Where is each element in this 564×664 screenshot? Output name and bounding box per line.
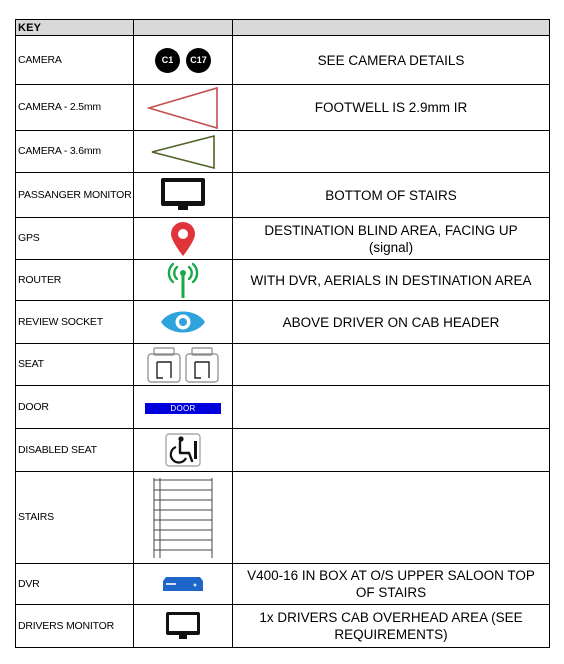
header-col2 [134,20,233,36]
row-label: STAIRS [16,472,134,564]
row-label: CAMERA - 2.5mm [16,85,134,131]
row-note: SEE CAMERA DETAILS [233,36,550,85]
row-label: ROUTER [16,260,134,301]
table-row [16,344,550,386]
green-triangle-icon [150,134,216,170]
eye-icon [160,309,206,335]
row-note: ABOVE DRIVER ON CAB HEADER [233,301,550,344]
table-row [16,605,550,648]
row-label: CAMERA [16,36,134,85]
table-row [16,173,550,218]
table-row [16,301,550,344]
table-row [16,260,550,301]
table-row [16,386,550,429]
camera-badge: C1 [155,48,180,73]
monitor-icon [165,611,201,641]
door-bar-icon: DOOR [145,403,221,414]
row-note [233,386,550,429]
row-note [233,429,550,472]
row-label: REVIEW SOCKET [16,301,134,344]
seat-icon [146,346,220,384]
row-label: DOOR [16,386,134,429]
row-label: CAMERA - 3.6mm [16,131,134,173]
row-label: SEAT [16,344,134,386]
key-table [15,19,550,648]
table-row [16,564,550,605]
antenna-icon [167,261,199,299]
row-note [233,344,550,386]
row-label: DRIVERS MONITOR [16,605,134,648]
table-row [16,85,550,131]
row-note: BOTTOM OF STAIRS [233,173,550,218]
row-note [233,131,550,173]
row-note [233,472,550,564]
header-row [16,20,550,36]
red-triangle-icon [147,86,219,130]
row-label: DISABLED SEAT [16,429,134,472]
table-row [16,472,550,564]
key-header: KEY [16,20,134,36]
row-note: DESTINATION BLIND AREA, FACING UP (signal) [233,218,550,260]
monitor-icon [160,177,206,213]
camera-badge: C17 [186,48,211,73]
stairs-icon [152,476,214,560]
row-note: FOOTWELL IS 2.9mm IR [233,85,550,131]
table-row [16,131,550,173]
header-col3 [233,20,550,36]
camera-badges-icon [134,36,233,85]
row-label: GPS [16,218,134,260]
row-note: WITH DVR, AERIALS IN DESTINATION AREA [233,260,550,301]
row-note: V400-16 IN BOX AT O/S UPPER SALOON TOP OF STAIRS [233,564,550,605]
row-label: DVR [16,564,134,605]
row-label: PASSANGER MONITOR [16,173,134,218]
wheelchair-icon [163,431,203,469]
table-row [16,218,550,260]
map-pin-icon [169,221,197,257]
row-note: 1x DRIVERS CAB OVERHEAD AREA (SEE REQUIREMENTS) [233,605,550,648]
dvr-box-icon [162,573,204,595]
table-row [16,429,550,472]
table-row [16,36,550,85]
